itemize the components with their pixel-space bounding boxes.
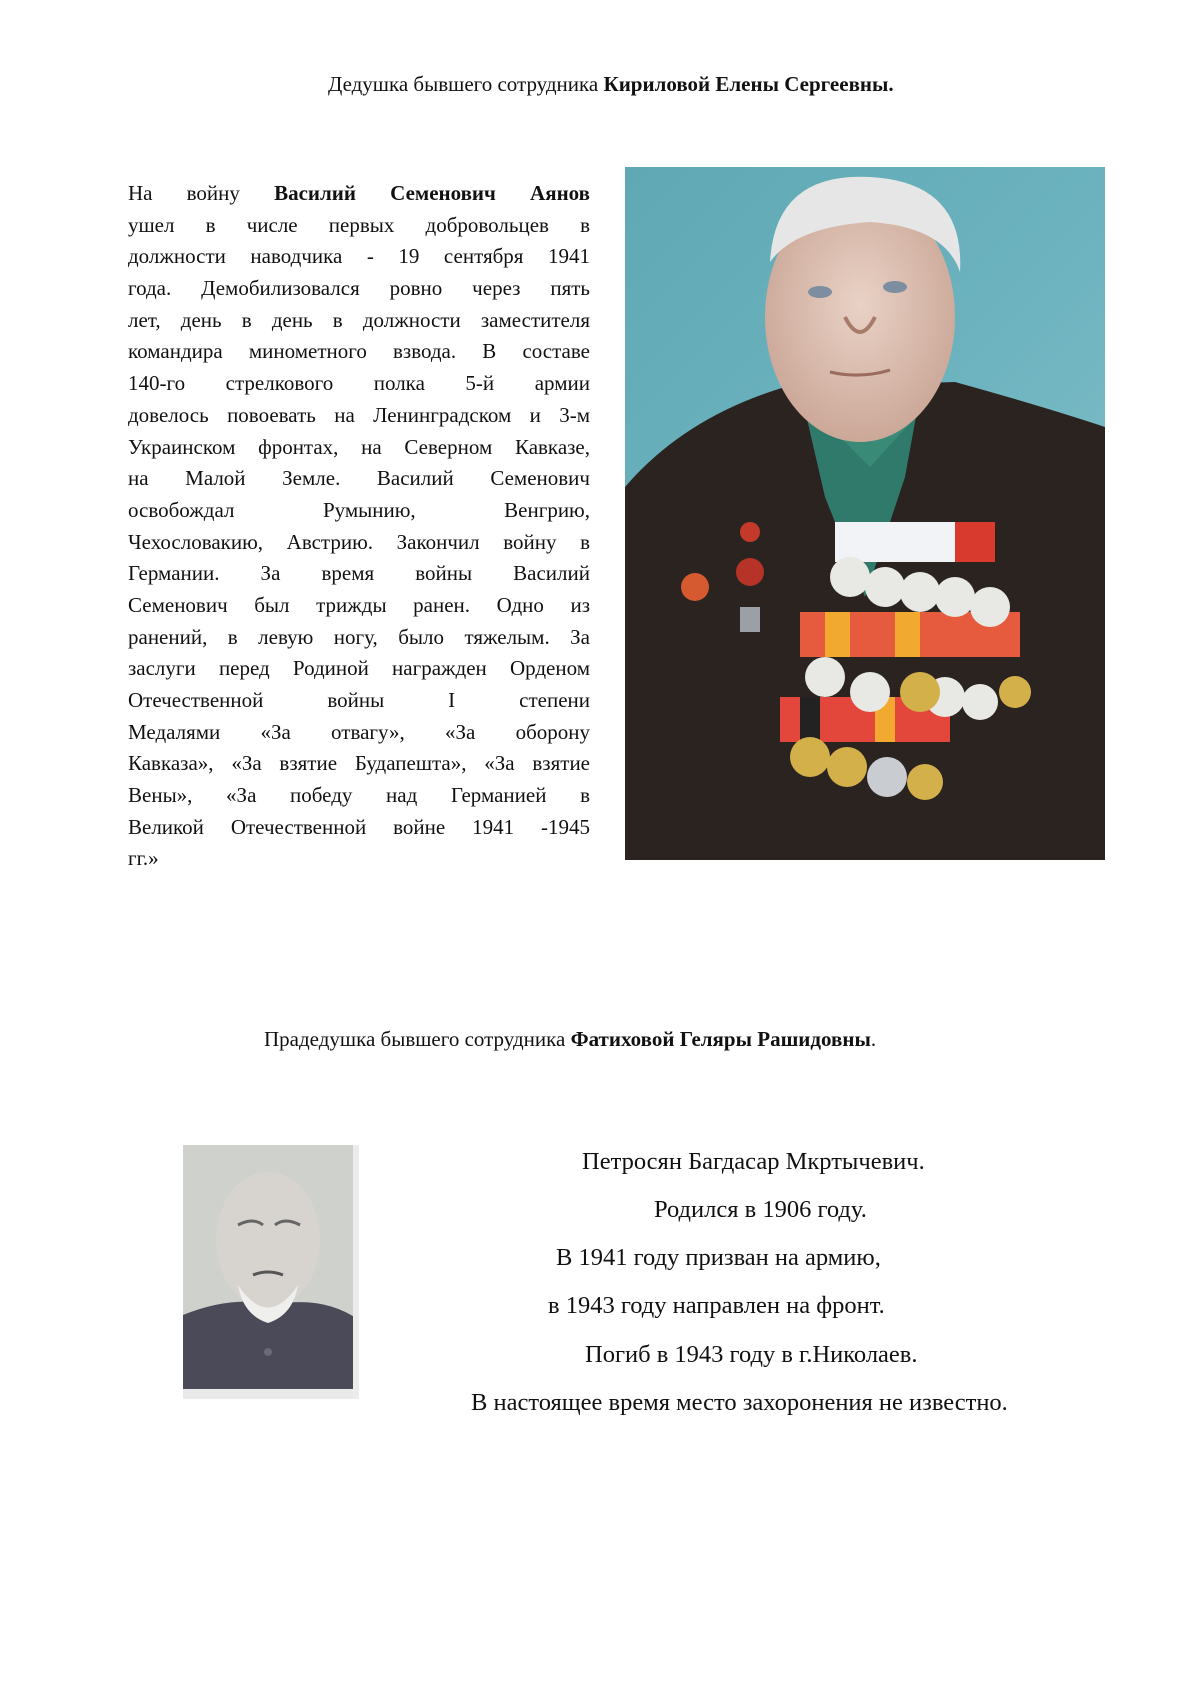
veteran2-photo [183,1145,359,1399]
biography-text: Чехословакию, Австрию. Закончил войну в [128,529,590,554]
biography-line [128,653,590,685]
biography-line [128,812,590,844]
biography-text: Кавказа», «За взятие Будапешта», «За взятие [128,751,590,776]
veteran2-birth: Родился в 1906 году. [654,1196,867,1223]
biography-text: 140-го стрелкового полка 5-й армии [128,371,590,396]
biography-line [128,843,590,875]
section1-header [328,72,894,97]
veteran2-name: Петросян Багдасар Мкртычевич. [582,1148,925,1175]
biography-line [128,495,590,527]
biography-line [128,590,590,622]
biography-line [128,432,590,464]
section2-header [264,1027,876,1052]
biography-line [128,400,590,432]
biography-text: Украинском фронтах, на Северном Кавказе, [128,434,590,459]
veteran2-portrait-image [183,1145,359,1399]
biography-line [128,748,590,780]
biography-line [128,780,590,812]
biography-text: Германии. За время войны Василий [128,561,590,586]
biography-text: На войну [128,181,275,205]
biography-line [128,717,590,749]
biography-line [128,305,590,337]
biography-text: освобождал Румынию, Венгрию, [128,497,590,522]
biography-line [128,273,590,305]
biography-text: довелось повоевать на Ленинградском и 3-м [128,402,590,427]
biography-line [128,336,590,368]
biography-line [128,241,590,273]
biography-text: Семенович был трижды ранен. Одно из [128,592,590,617]
section2-header-name: Фатиховой Геляры Рашидовны [570,1027,871,1051]
biography-text: командира минометного взвода. В составе [128,339,590,364]
biography-line [128,622,590,654]
veteran1-photo [625,167,1105,860]
biography-line [128,527,590,559]
biography-line [128,368,590,400]
veteran2-front: в 1943 году направлен на фронт. [548,1292,885,1319]
biography-line [128,685,590,717]
biography-text: Вены», «За победу над Германией в [128,783,590,808]
biography-line [128,558,590,590]
biography-text: должности наводчика - 19 сентября 1941 [128,244,590,269]
section1-header-prefix: Дедушка бывшего сотрудника [328,72,604,96]
biography-text: лет, день в день в должности заместителя [128,307,590,332]
biography-line [128,178,590,210]
biography-line [128,210,590,242]
section2-header-suffix: . [870,1027,877,1051]
biography-text: гг.» [128,846,159,871]
veteran1-biography [128,178,590,875]
section1-header-name: Кириловой Елены Сергеевны. [603,72,894,96]
veteran1-name: Василий Семенович Аянов [274,181,590,205]
biography-text: на Малой Земле. Василий Семенович [128,466,590,491]
biography-text: ушел в числе первых добровольцев в [128,212,590,237]
biography-text: ранений, в левую ногу, было тяжелым. За [128,624,590,649]
veteran2-death: Погиб в 1943 году в г.Николаев. [585,1341,918,1368]
biography-text: Медалями «За отвагу», «За оборону [128,719,590,744]
section2-header-prefix: Прадедушка бывшего сотрудника [264,1027,571,1051]
biography-text: года. Демобилизовался ровно через пять [128,276,590,301]
biography-text: Отечественной войны I степени [128,688,590,712]
veteran2-conscripted: В 1941 году призван на армию, [556,1244,881,1271]
veteran1-portrait-image [625,167,1105,860]
biography-line [128,463,590,495]
biography-text: заслуги перед Родиной награжден Орденом [128,656,590,681]
veteran2-burial: В настоящее время место захоронения не известно. [471,1389,1008,1416]
biography-text: Великой Отечественной войне 1941 -1945 [128,814,590,839]
